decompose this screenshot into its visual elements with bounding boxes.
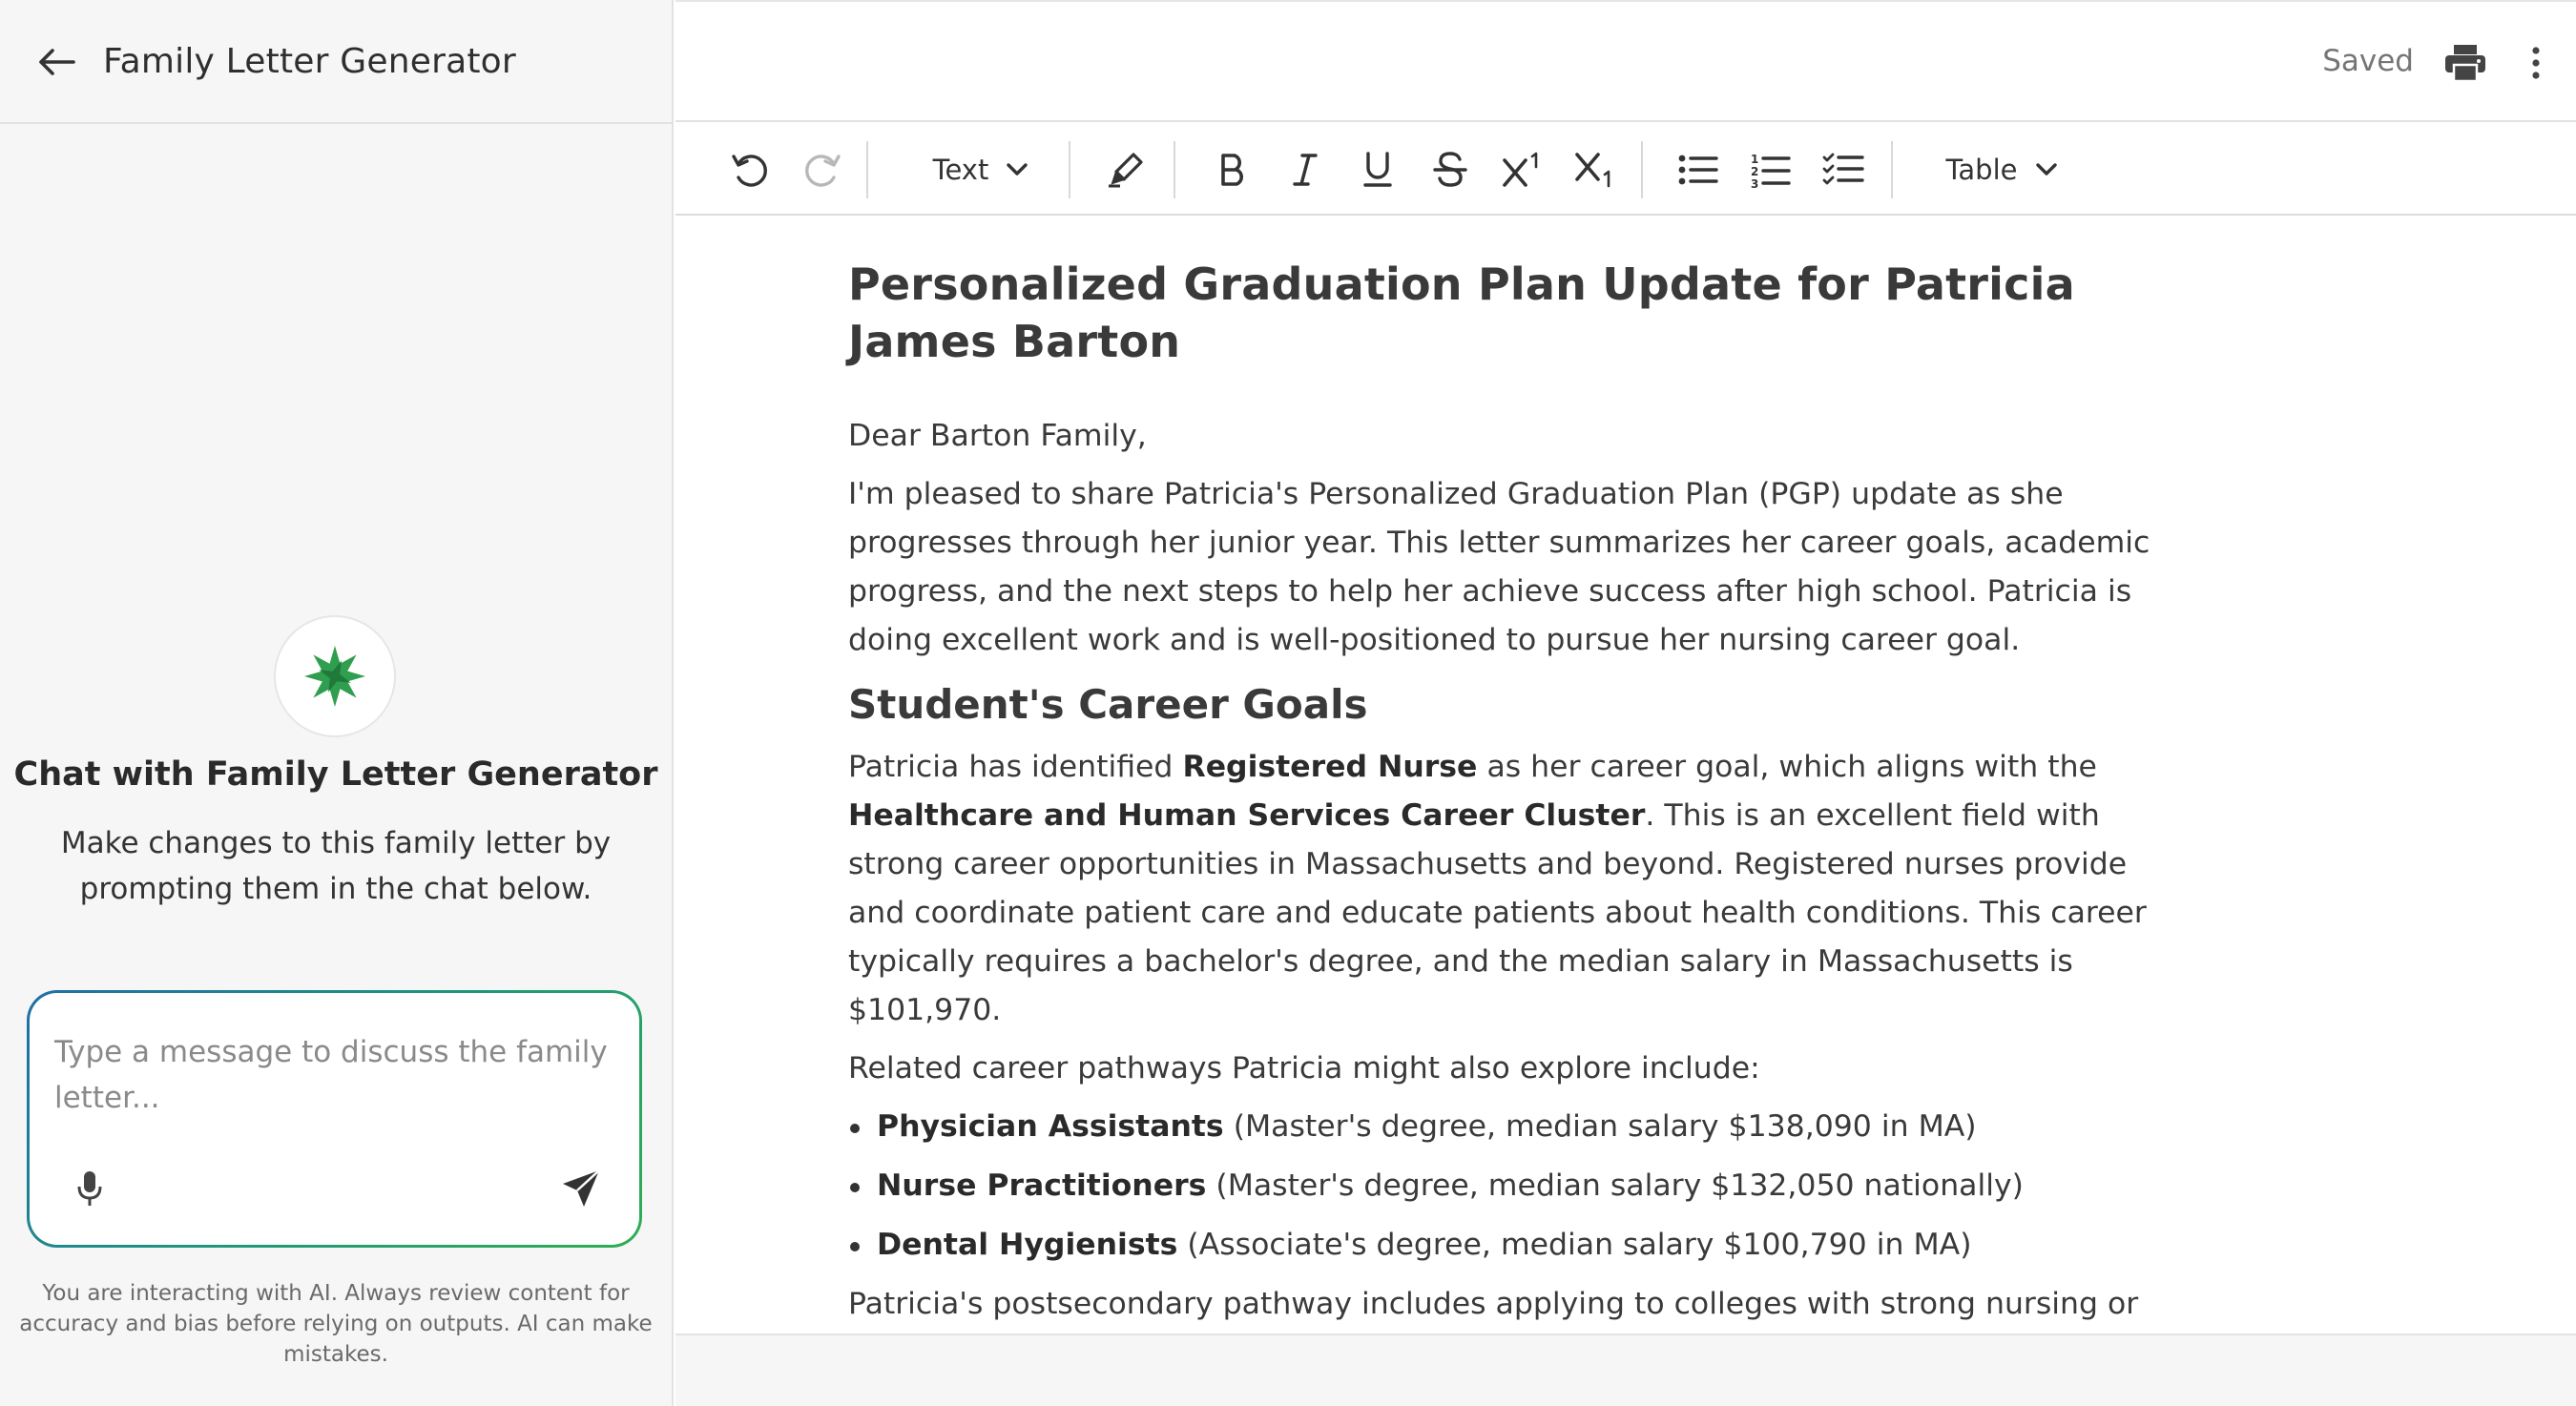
toolbar-divider (1641, 141, 1643, 198)
bullet-list-icon[interactable] (1672, 141, 1725, 198)
career-text-1: Patricia has identified (848, 750, 1183, 784)
table-dropdown[interactable] (1935, 141, 2068, 198)
document-area[interactable] (675, 217, 2576, 1334)
career-detail: (Associate's degree, median salary $100,790 in MA) (1177, 1228, 1972, 1262)
table-label: Table (1945, 154, 2018, 186)
greeting: Dear Barton Family, (848, 419, 1147, 453)
list-item (848, 1221, 2174, 1270)
postsecondary-paragraph: Patricia's postsecondary pathway includes applying to colleges with strong nursing or (848, 1287, 2139, 1321)
toolbar-divider (866, 141, 868, 198)
microphone-icon[interactable] (66, 1165, 114, 1212)
svg-text:1: 1 (1751, 153, 1759, 166)
list-item (848, 1162, 2174, 1210)
toolbar-divider (1174, 141, 1175, 198)
career-goal-bold: Registered Nurse (1182, 750, 1478, 784)
highlighter-icon[interactable] (1099, 141, 1153, 198)
document-title: Personalized Graduation Plan Update for Patricia James Barton (848, 258, 2075, 367)
save-status: Saved (2322, 44, 2414, 78)
chevron-down-icon (1006, 162, 1028, 177)
numbered-list-icon[interactable] (1744, 141, 1797, 198)
intro-paragraph: I'm pleased to share Patricia's Personalized Graduation Plan (PGP) update as she progresses through her junior year. This letter summarizes her career goals, academic progress, and the next steps to help her achieve success after high school. Patricia is doing excellent work and is well-positioned to pursue her nursing career goal. (848, 477, 2150, 657)
back-arrow-icon[interactable] (32, 38, 80, 86)
toolbar-divider (1069, 141, 1070, 198)
bold-icon[interactable] (1206, 141, 1259, 198)
app-title: Family Letter Generator (103, 42, 516, 81)
printer-icon[interactable] (2441, 38, 2490, 88)
ai-disclaimer: You are interacting with AI. Always review content for accuracy and bias before relying on outputs. AI can make mistakes. (19, 1281, 653, 1367)
document-body[interactable] (848, 256, 2174, 1387)
chat-subtitle: Make changes to this family letter by prompting them in the chat below. (60, 826, 612, 906)
subscript-icon[interactable] (1568, 141, 1622, 198)
related-careers-list (848, 1103, 2174, 1270)
svg-text:3: 3 (1751, 177, 1759, 191)
chevron-down-icon (2035, 162, 2058, 177)
career-name: Dental Hygienists (877, 1228, 1178, 1262)
send-icon[interactable] (552, 1160, 610, 1217)
redo-icon[interactable] (796, 141, 849, 198)
career-detail: (Master's degree, median salary $132,050 nationally) (1206, 1168, 2024, 1203)
career-text-2: as her career goal, which aligns with the (1477, 750, 2097, 784)
text-style-dropdown[interactable] (914, 141, 1048, 198)
career-paragraph (848, 743, 2174, 1035)
career-text-3: . This is an excellent field with strong career opportunities in Massachusetts and beyond. Registered nurses provide and coordinate patient care and educate patients about health conditions. This career typically requires a bachelor's degree, and the median salary in Massachusetts is $101,970. (848, 798, 2147, 1027)
formatting-toolbar (675, 124, 2576, 216)
app-logo-icon (274, 615, 396, 737)
superscript-icon[interactable] (1496, 141, 1549, 198)
undo-icon[interactable] (723, 141, 777, 198)
related-intro: Related career pathways Patricia might also explore include: (848, 1051, 1760, 1086)
more-vertical-icon[interactable] (2517, 38, 2555, 88)
list-item (848, 1103, 2174, 1151)
chat-input-inner (30, 993, 639, 1245)
chat-heading: Chat with Family Letter Generator (13, 755, 658, 794)
career-name: Nurse Practitioners (877, 1168, 1207, 1203)
chat-input-box (27, 990, 642, 1248)
editor-footer (675, 1334, 2576, 1406)
editor-topbar (675, 0, 2576, 122)
section-heading-career-goals: Student's Career Goals (848, 681, 1368, 728)
chat-message-input[interactable] (54, 1029, 608, 1134)
text-style-label: Text (932, 154, 989, 186)
strikethrough-icon[interactable] (1423, 141, 1477, 198)
career-detail: (Master's degree, median salary $138,090 in MA) (1223, 1109, 1977, 1144)
chat-panel (0, 0, 674, 1406)
svg-text:2: 2 (1751, 165, 1759, 178)
career-cluster-bold: Healthcare and Human Services Career Cluster (848, 798, 1646, 833)
career-name: Physician Assistants (877, 1109, 1224, 1144)
chat-panel-header (0, 0, 672, 124)
toolbar-divider (1891, 141, 1893, 198)
italic-icon[interactable] (1278, 141, 1332, 198)
checklist-icon[interactable] (1817, 141, 1870, 198)
underline-icon[interactable] (1351, 141, 1404, 198)
